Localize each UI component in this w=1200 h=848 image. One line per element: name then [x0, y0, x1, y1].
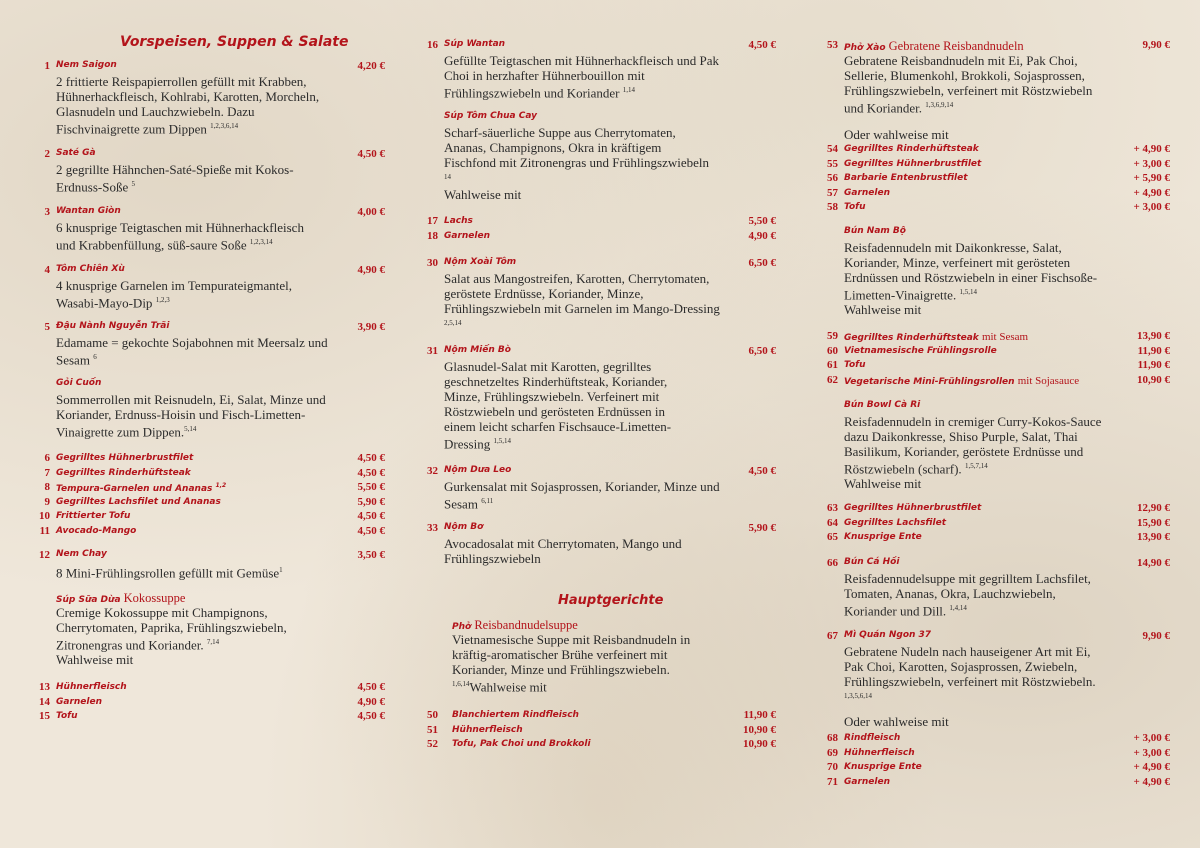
option-row: 6 Gegrilltes Hühnerbrustfilet 4,50 € — [44, 452, 385, 464]
option-row: 59 Gegrilltes Rinderhüftsteak mit Sesam 13,90 € — [827, 330, 1170, 343]
item-number: 16 — [427, 39, 438, 51]
menu-item-chua-cay — [418, 111, 776, 202]
allergen-ref: 1,2,3 — [155, 296, 170, 304]
option-row: 63 Gegrilltes Hühnerbrustfilet 12,90 € — [827, 502, 1170, 514]
option-row: 52 Tofu, Pak Choi und Brokkoli 10,90 € — [427, 738, 776, 750]
option-row: 58 Tofu + 3,00 € — [827, 201, 1170, 213]
item-number: 31 — [427, 345, 438, 357]
menu-item — [30, 321, 385, 367]
menu-item — [30, 60, 385, 136]
option-list — [818, 330, 1170, 388]
menu-item-bun-nam-bo — [818, 226, 1170, 317]
item-number: 33 — [427, 522, 438, 534]
item-price: 3,90 € — [357, 321, 385, 333]
item-description: Reisfadennudelsuppe mit gegrilltem Lachsfilet, Tomaten, Ananas, Okra, Lauchzwiebeln, Koriander und Dill. $^{1,4,14}$ — [844, 571, 1091, 619]
option-row: 15 Tofu 4,50 € — [39, 710, 385, 722]
item-description: Avocadosalat mit Cherrytomaten, Mango und Frühlingszwiebeln — [444, 536, 682, 566]
menu-item-kokossuppe — [30, 591, 385, 667]
option-row: 14 Garnelen 4,90 € — [39, 695, 385, 708]
item-name: Súp Wantan — [444, 39, 506, 49]
option-list — [418, 709, 776, 753]
item-price: 14,90 € — [1137, 557, 1170, 569]
item-description: Gebratene Nudeln nach hauseigener Art mit Ei, Pak Choi, Karotten, Sojasprossen, Zwiebeln, Frühlingszwiebeln, verfeinert mit Röstzwiebeln. $^{1,3,5,6,14}$ Oder wahlweise mit — [844, 644, 1096, 730]
item-price: 6,50 € — [748, 345, 776, 357]
allergen-ref: 1 — [279, 566, 283, 574]
choice-label: Oder wahlweise mit — [844, 127, 949, 143]
item-name: Bún Bowl Cà Ri — [844, 400, 921, 410]
item-description: Edamame = gekochte Sojabohnen mit Meersalz und Sesam $^6$ — [56, 335, 328, 368]
option-row: 60 Vietnamesische Frühlingsrolle 11,90 € — [827, 344, 1170, 357]
menu-item-goi-cuon — [30, 378, 385, 439]
choice-label: Wahlweise mit — [469, 679, 547, 695]
option-row: 56 Barbarie Entenbrustfilet + 5,90 € — [827, 172, 1170, 184]
item-price: 3,50 € — [357, 549, 385, 561]
option-row: 57 Garnelen + 4,90 € — [827, 186, 1170, 199]
choice-label: Wahlweise mit — [56, 652, 134, 668]
item-name: Tôm Chiên Xù — [56, 264, 125, 274]
item-name: Bún Cá Hồi — [844, 557, 900, 567]
item-price: 4,50 € — [748, 465, 776, 477]
item-description: Reisfadennudeln mit Daikonkresse, Salat, Koriander, Minze, verfeinert mit gerösteten Erdnüssen und Röstzwiebeln in einer Fischsoße-Limetten-Vinaigrette. $^{1,5,14}$ Wahlweise mit — [844, 240, 1098, 318]
item-name: Súp Tôm Chua Cay — [444, 111, 538, 121]
item-price: 4,20 € — [357, 60, 385, 72]
menu-item — [418, 39, 776, 100]
option-row: 18 Garnelen 4,90 € — [427, 229, 776, 242]
item-description: Reisfadennudeln in cremiger Curry-Kokos-Sauce dazu Daikonkresse, Shiso Purple, Salat, Thai Basilikum, Koriander, geröstete Erdnüsse und Röstzwiebeln (scharf). $^{1,5,7,14}$ Wahlweise mit — [844, 414, 1102, 492]
allergen-ref: 14 — [444, 173, 451, 181]
item-description: 6 knusprige Teigtaschen mit Hühnerhackfleisch und Krabbenfüllung, süß-saure Soße $^{1,2,3,14}$ — [56, 220, 304, 253]
choice-label: Oder wahlweise mit — [844, 714, 949, 730]
option-row: 17 Lachs 5,50 € — [427, 215, 776, 227]
menu-item-pho — [418, 618, 776, 694]
allergen-ref: 1,2,3,6,14 — [210, 122, 239, 130]
item-number: 53 — [827, 39, 838, 51]
choice-label: Wahlweise mit — [844, 302, 922, 318]
option-row: 61 Tofu 11,90 € — [827, 359, 1170, 371]
menu-item — [30, 206, 385, 252]
item-description: 2 gegrillte Hähnchen-Saté-Spieße mit Kokos-Erdnuss-Soße $^5$ — [56, 162, 294, 195]
menu-item-bun-bowl — [818, 400, 1170, 491]
item-price: 4,90 € — [357, 264, 385, 276]
item-name: Nem Chay — [56, 549, 107, 559]
option-list — [818, 732, 1170, 790]
allergen-ref: 5 — [131, 180, 135, 188]
item-number: 66 — [827, 557, 838, 569]
item-description: Scharf-säuerliche Suppe aus Cherrytomaten, Ananas, Champignons, Okra in kräftigem Fischfond mit Zitronengras und Frühlingszwiebeln $^{14}$ Wahlweise mit — [444, 125, 710, 203]
menu-item — [818, 39, 1170, 142]
item-number: 4 — [44, 264, 50, 276]
item-name: Nộm Xoài Tôm — [444, 257, 517, 267]
allergen-ref: 1,5,14 — [959, 288, 977, 296]
item-description: 8 Mini-Frühlingsrollen gefüllt mit Gemüse$^1$ — [56, 565, 283, 581]
allergen-ref: 2,5,14 — [444, 319, 462, 327]
item-name: Gỏi Cuốn — [56, 378, 102, 388]
option-list — [30, 452, 385, 539]
option-row: 64 Gegrilltes Lachsfilet 15,90 € — [827, 516, 1170, 529]
item-name: Nộm Bơ — [444, 522, 484, 532]
allergen-ref: 1,3,5,6,14 — [844, 692, 872, 700]
allergen-ref: 1,5,7,14 — [964, 462, 988, 470]
item-description: Glasnudel-Salat mit Karotten, gegrilltes geschnetzeltes Rinderhüftsteak, Koriander, Minze, Frühlingszwiebeln. Verfeinert mit Röstzwiebeln und gerösteten Erdnüssen in einem leicht scharfen Fischsauce-Limetten-Dressing $^{1,5,14}$ — [444, 359, 672, 452]
item-price: 9,90 € — [1142, 39, 1170, 51]
menu-item — [30, 148, 385, 194]
choice-label: Wahlweise mit — [444, 187, 522, 203]
allergen-ref: 6 — [93, 353, 97, 361]
allergen-ref: 6,11 — [481, 497, 494, 505]
option-row: 13 Hühnerfleisch 4,50 € — [39, 681, 385, 693]
option-list — [30, 681, 385, 725]
allergen-ref: 1,14 — [622, 86, 635, 94]
option-row: 10 Frittierter Tofu 4,50 € — [39, 510, 385, 522]
item-price: 9,90 € — [1142, 630, 1170, 642]
allergen-ref: 1,4,14 — [949, 604, 967, 612]
menu-item — [30, 549, 385, 580]
option-row: 69 Hühnerfleisch + 3,00 € — [827, 746, 1170, 759]
option-row: 54 Gegrilltes Rinderhüftsteak + 4,90 € — [827, 143, 1170, 155]
item-description: Vietnamesische Suppe mit Reisbandnudeln in kräftig-aromatischer Brühe verfeinert mit Koriander, Minze und Frühlingszwiebeln. $^{1,6,14}$Wahlweise mit — [452, 632, 691, 695]
option-row: 9 Gegrilltes Lachsfilet und Ananas 5,90 € — [44, 495, 385, 508]
item-name: Súp Sữa Dừa Kokossuppe — [56, 591, 186, 605]
menu-item — [418, 257, 776, 333]
option-list — [418, 215, 776, 244]
allergen-ref: 1,6,14 — [452, 680, 470, 688]
choice-label: Wahlweise mit — [844, 476, 922, 492]
item-description: 2 frittierte Reispapierrollen gefüllt mit Krabben, Hühnerhackfleisch, Kohlrabi, Karotten, Morcheln, Glasnudeln und Lauchzwiebeln. Dazu Fischvinaigrette zum Dippen $^{1,2,3,6,14}$ — [56, 74, 320, 137]
menu-item — [30, 264, 385, 310]
item-name: Nem Saigon — [56, 60, 117, 70]
item-name: Wantan Giòn — [56, 206, 121, 216]
option-row: 51 Hühnerfleisch 10,90 € — [427, 723, 776, 736]
section-heading-starters: Vorspeisen, Suppen & Salate — [120, 34, 349, 50]
item-name: Saté Gà — [56, 148, 96, 158]
item-number: 5 — [44, 321, 50, 333]
allergen-ref: 7,14 — [206, 638, 220, 646]
item-number: 32 — [427, 465, 438, 477]
allergen-ref: 1,2,3,14 — [249, 238, 273, 246]
item-price: 4,00 € — [357, 206, 385, 218]
item-price: 4,50 € — [748, 39, 776, 51]
allergen-ref: 1,5,14 — [493, 437, 511, 445]
option-row: 70 Knusprige Ente + 4,90 € — [827, 761, 1170, 773]
item-name: Phở Reisbandnudelsuppe — [452, 618, 578, 632]
option-row: 50 Blanchiertem Rindfleisch 11,90 € — [427, 709, 776, 721]
option-row: 55 Gegrilltes Hühnerbrustfilet + 3,00 € — [827, 157, 1170, 170]
item-price: 6,50 € — [748, 257, 776, 269]
item-name: Phở Xào Gebratene Reisbandnudeln — [844, 39, 1024, 53]
item-description: Gebratene Reisbandnudeln mit Ei, Pak Choi, Sellerie, Blumenkohl, Brokkoli, Sojasprossen, Frühlingszwiebeln, verfeinert mit Röstzwiebeln und Koriander. $^{1,3,6,9,14}$ Oder wahlweise mit — [844, 53, 1093, 143]
option-list — [818, 143, 1170, 216]
item-number: 3 — [44, 206, 50, 218]
option-row: 11 Avocado-Mango 4,50 € — [39, 524, 385, 537]
item-price: 4,50 € — [357, 148, 385, 160]
section-heading-main: Hauptgerichte — [558, 593, 664, 608]
item-number: 67 — [827, 630, 838, 642]
item-name: Nộm Dưa Leo — [444, 465, 512, 475]
item-description: Salat aus Mangostreifen, Karotten, Cherrytomaten, geröstete Erdnüsse, Koriander, Minze, Frühlingszwiebeln mit Garnelen im Mango-Dressing $^{2,5,14}$ — [444, 271, 720, 327]
menu-item — [818, 630, 1170, 729]
option-row: 62 Vegetarische Mini-Frühlingsrollen mit Sojasauce 10,90 € — [827, 373, 1170, 387]
allergen-ref: 5,14 — [184, 425, 197, 433]
item-description: Gurkensalat mit Sojasprossen, Koriander, Minze und Sesam $^{6,11}$ — [444, 479, 720, 512]
item-price: 5,90 € — [748, 522, 776, 534]
option-row: 68 Rindfleisch + 3,00 € — [827, 732, 1170, 744]
item-description: Gefüllte Teigtaschen mit Hühnerhackfleisch und Pak Choi in herzhafter Hühnerbouillon mit Frühlingszwiebeln und Koriander $^{1,14}$ — [444, 53, 720, 101]
option-row: 7 Gegrilltes Rinderhüftsteak 4,50 € — [44, 466, 385, 479]
item-name: Đậu Nành Nguyễn Trãi — [56, 321, 170, 331]
item-name: Bún Nam Bộ — [844, 226, 906, 236]
menu-item — [418, 522, 776, 566]
menu-item — [818, 557, 1170, 618]
option-row: 8 Tempura-Garnelen und Ananas $^{1,2}$ 5,50 € — [44, 481, 385, 494]
option-row: 65 Knusprige Ente 13,90 € — [827, 531, 1170, 543]
item-description: Cremige Kokossuppe mit Champignons, Cherrytomaten, Paprika, Frühlingszwiebeln, Zitronengras und Koriander. $^{7,14}$ Wahlweise mit — [56, 605, 287, 668]
item-description: 4 knusprige Garnelen im Tempurateigmantel, Wasabi-Mayo-Dip $^{1,2,3}$ — [56, 278, 293, 311]
item-number: 30 — [427, 257, 438, 269]
option-row: 71 Garnelen + 4,90 € — [827, 775, 1170, 788]
item-number: 1 — [44, 60, 50, 72]
item-number: 2 — [44, 148, 50, 160]
item-number: 12 — [39, 549, 50, 561]
item-name: Mì Quán Ngon 37 — [844, 630, 932, 640]
option-list — [818, 502, 1170, 546]
menu-item — [418, 465, 776, 511]
allergen-ref: 1,3,6,9,14 — [925, 101, 954, 109]
item-description: Sommerrollen mit Reisnudeln, Ei, Salat, Minze und Koriander, Erdnuss-Hoisin und Fisch-Limetten-Vinaigrette zum Dippen.$^{5,14}$ — [56, 392, 326, 440]
item-name: Nộm Miến Bò — [444, 345, 511, 355]
menu-item — [418, 345, 776, 451]
